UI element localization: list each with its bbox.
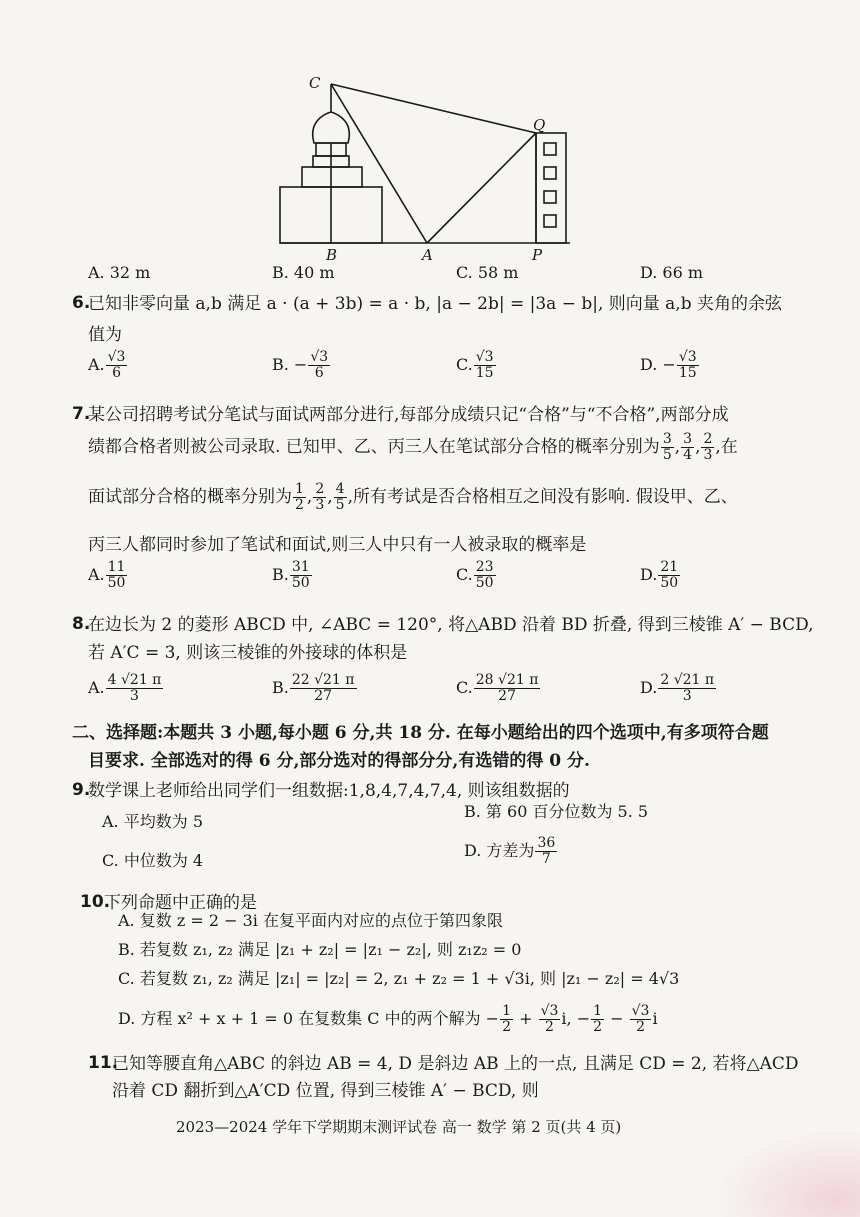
q9-option-d — [464, 836, 558, 867]
q8-option-b — [272, 673, 358, 704]
label-q: Q — [533, 116, 546, 134]
q7-stem-line4: 丙三人都同时参加了笔试和面试,则三人中只有一人被录取的概率是 — [88, 535, 587, 555]
fraction — [290, 560, 312, 591]
fraction — [334, 482, 347, 513]
numerator: √3 — [107, 349, 126, 365]
numerator: 1 — [593, 1003, 603, 1019]
q8-stem-line2: 若 A′C = 3, 则该三棱锥的外接球的体积是 — [88, 643, 408, 663]
numerator: 2 — [315, 481, 325, 497]
fraction — [630, 1004, 652, 1035]
q7-option-c-letter: C. — [456, 565, 473, 584]
denominator: 5 — [662, 447, 672, 463]
denominator: 5 — [335, 497, 345, 513]
fraction — [658, 560, 680, 591]
numerator: 4 — [335, 481, 345, 497]
denominator: 4 — [683, 447, 693, 463]
numerator: 1 — [502, 1003, 511, 1019]
numerator: √3 — [540, 1003, 559, 1019]
q7-line2-tail: ,在 — [715, 437, 738, 457]
numerator: √3 — [678, 349, 697, 365]
q7-option-d — [640, 560, 681, 591]
numerator: 22 √21 π — [291, 672, 355, 688]
q5-option-d: D. 66 m — [640, 263, 704, 282]
q8-stem-line1: 在边长为 2 的菱形 ABCD 中, ∠ABC = 120°, 将△ABD 沿着 BD 折叠, 得到三棱锥 A′ − BCD, — [88, 615, 814, 635]
label-p: P — [532, 246, 543, 264]
numerator: 21 — [660, 559, 679, 575]
q6-stem-line1: 已知非零向量 a,b 满足 a · (a + 3b) = a · b, |a − 2b| = |3a − b|, 则向量 a,b 夹角的余弦 — [88, 294, 782, 314]
page-footer: 2023—2024 学年下学期期末测评试卷 高一 数学 第 2 页(共 4 页) — [176, 1118, 622, 1136]
denominator: 50 — [291, 575, 310, 591]
numerator: 36 — [537, 835, 556, 851]
q6-option-a — [88, 350, 128, 381]
q7-option-b-letter: B. — [272, 565, 289, 584]
q7-number: 7. — [72, 404, 91, 424]
numerator: 2 √21 π — [660, 672, 715, 688]
numerator: 2 — [703, 431, 713, 447]
q10-option-d-text: D. 方程 x² + x + 1 = 0 在复数集 C 中的两个解为 − — [118, 1009, 500, 1028]
denominator: 3 — [315, 497, 325, 513]
section-2-header-line2: 目要求. 全部选对的得 6 分,部分选对的得部分分,有选错的得 0 分. — [88, 751, 590, 771]
q6-option-a-letter: A. — [88, 355, 105, 374]
q10-option-b: B. 若复数 z₁, z₂ 满足 |z₁ + z₂| = |z₁ − z₂|, 则 z₁z₂ = 0 — [118, 940, 522, 959]
denominator: 15 — [475, 365, 494, 381]
fraction — [293, 482, 306, 513]
q7-stem-line2: 绩都合格者则被公司录取. 已知甲、乙、丙三人在笔试部分合格的概率分别为 $\frac{3}{5}$ , $\frac{3}{4}$ , $\frac{2}{3}$ ,在 — [88, 431, 738, 463]
q8-option-a-letter: A. — [88, 678, 105, 697]
fraction — [474, 673, 541, 704]
fraction — [474, 560, 496, 591]
q6-stem-line2: 值为 — [88, 325, 122, 345]
q8-option-c — [456, 673, 541, 704]
q11-stem-line2: 沿着 CD 翻折到△A′CD 位置, 得到三棱锥 A′ − BCD, 则 — [112, 1081, 539, 1101]
denominator: 2 — [502, 1019, 511, 1035]
numerator: √3 — [475, 349, 494, 365]
fraction — [308, 350, 330, 381]
q9-option-a: A. 平均数为 5 — [102, 812, 203, 831]
q5-option-a: A. 32 m — [88, 263, 151, 282]
q10-option-d-op: i, − — [561, 1009, 591, 1028]
q7-option-d-letter: D. — [640, 565, 658, 584]
stain — [710, 1127, 860, 1217]
geometry-figure — [270, 70, 590, 265]
q10-option-d-tail: i — [652, 1009, 658, 1028]
numerator: 4 √21 π — [107, 672, 162, 688]
q11-stem-line1: 已知等腰直角△ABC 的斜边 AB = 4, D 是斜边 AB 上的一点, 且满足 CD = 2, 若将△ACD — [112, 1054, 799, 1074]
numerator: 28 √21 π — [475, 672, 539, 688]
q8-option-c-letter: C. — [456, 678, 473, 697]
fraction — [658, 673, 716, 704]
q10-option-d-op: − — [605, 1009, 629, 1028]
denominator: 2 — [593, 1019, 603, 1035]
q7-stem-line3: 面试部分合格的概率分别为 $\frac{1}{2}$ , $\frac{2}{3}$ , $\frac{4}{5}$ ,所有考试是否合格相互之间没有影响. 假设甲、乙、 — [88, 481, 738, 513]
q10-option-d — [118, 1004, 658, 1035]
q8-option-a — [88, 673, 164, 704]
numerator: 3 — [662, 431, 672, 447]
q9-option-b: B. 第 60 百分位数为 5. 5 — [464, 802, 649, 821]
denominator: 3 — [130, 688, 139, 704]
q7-line3-text: 面试部分合格的概率分别为 — [88, 487, 292, 507]
q5-option-b: B. 40 m — [272, 263, 335, 282]
denominator: 3 — [703, 447, 713, 463]
denominator: 7 — [541, 851, 551, 867]
denominator: 2 — [545, 1019, 554, 1035]
q8-number: 8. — [72, 614, 91, 634]
denominator: 2 — [636, 1019, 645, 1035]
fraction — [106, 560, 128, 591]
denominator: 3 — [682, 688, 692, 704]
fraction — [290, 673, 357, 704]
q6-number: 6. — [72, 293, 91, 313]
q7-option-b — [272, 560, 313, 591]
q6-option-d-letter: D. − — [640, 355, 676, 374]
q7-option-a-letter: A. — [88, 565, 105, 584]
numerator: 1 — [295, 481, 304, 497]
label-a: A — [422, 246, 433, 264]
q9-stem: 数学课上老师给出同学们一组数据:1,8,4,7,4,7,4, 则该组数据的 — [88, 781, 570, 801]
denominator: 15 — [678, 365, 697, 381]
q11-number: 11. — [88, 1053, 119, 1073]
q5-option-c: C. 58 m — [456, 263, 519, 282]
q9-option-d-text: D. 方差为 — [464, 841, 535, 860]
q7-option-a — [88, 560, 128, 591]
fraction — [535, 836, 557, 867]
numerator: √3 — [631, 1003, 650, 1019]
q10-option-d-op: + — [514, 1009, 538, 1028]
fraction — [474, 350, 496, 381]
q7-line3-tail: ,所有考试是否合格相互之间没有影响. 假设甲、乙、 — [347, 487, 738, 507]
denominator: 6 — [112, 365, 122, 381]
q6-option-d — [640, 350, 700, 381]
fraction — [591, 1004, 604, 1035]
fraction — [500, 1004, 513, 1035]
q6-option-c-letter: C. — [456, 355, 473, 374]
denominator: 50 — [660, 575, 679, 591]
numerator: 11 — [107, 559, 126, 575]
q10-stem: 下列命题中正确的是 — [104, 893, 257, 913]
q9-number: 9. — [72, 780, 91, 800]
denominator: 50 — [475, 575, 494, 591]
fraction — [701, 432, 714, 463]
q8-option-b-letter: B. — [272, 678, 289, 697]
q8-option-d — [640, 673, 717, 704]
fraction — [106, 350, 128, 381]
numerator: 3 — [683, 431, 693, 447]
fraction — [681, 432, 694, 463]
q7-line2-text: 绩都合格者则被公司录取. 已知甲、乙、丙三人在笔试部分合格的概率分别为 — [88, 437, 660, 457]
q8-option-d-letter: D. — [640, 678, 658, 697]
denominator: 27 — [314, 688, 333, 704]
q6-option-b-letter: B. − — [272, 355, 308, 374]
numerator: 31 — [291, 559, 310, 575]
denominator: 6 — [314, 365, 324, 381]
label-b: B — [326, 246, 338, 264]
fraction — [106, 673, 164, 704]
section-2-header-line1: 二、选择题:本题共 3 小题,每小题 6 分,共 18 分. 在每小题给出的四个选项中,有多项符合题 — [72, 723, 769, 743]
label-c: C — [309, 74, 321, 92]
q7-option-c — [456, 560, 497, 591]
fraction — [539, 1004, 561, 1035]
q6-option-b — [272, 350, 331, 381]
q10-option-c: C. 若复数 z₁, z₂ 满足 |z₁| = |z₂| = 2, z₁ + z₂ = 1 + √3i, 则 |z₁ − z₂| = 4√3 — [118, 969, 680, 988]
q7-stem-line1: 某公司招聘考试分笔试与面试两部分进行,每部分成绩只记“合格”与“不合格”,两部分成 — [88, 405, 729, 425]
numerator: √3 — [310, 349, 329, 365]
denominator: 2 — [295, 497, 304, 513]
fraction — [313, 482, 326, 513]
q10-option-a: A. 复数 z = 2 − 3i 在复平面内对应的点位于第四象限 — [118, 911, 503, 930]
fraction — [677, 350, 699, 381]
denominator: 50 — [107, 575, 126, 591]
denominator: 27 — [498, 688, 516, 704]
fraction — [661, 432, 674, 463]
q10-number: 10. — [80, 892, 111, 912]
q9-option-c: C. 中位数为 4 — [102, 851, 204, 870]
numerator: 23 — [475, 559, 494, 575]
q6-option-c — [456, 350, 497, 381]
